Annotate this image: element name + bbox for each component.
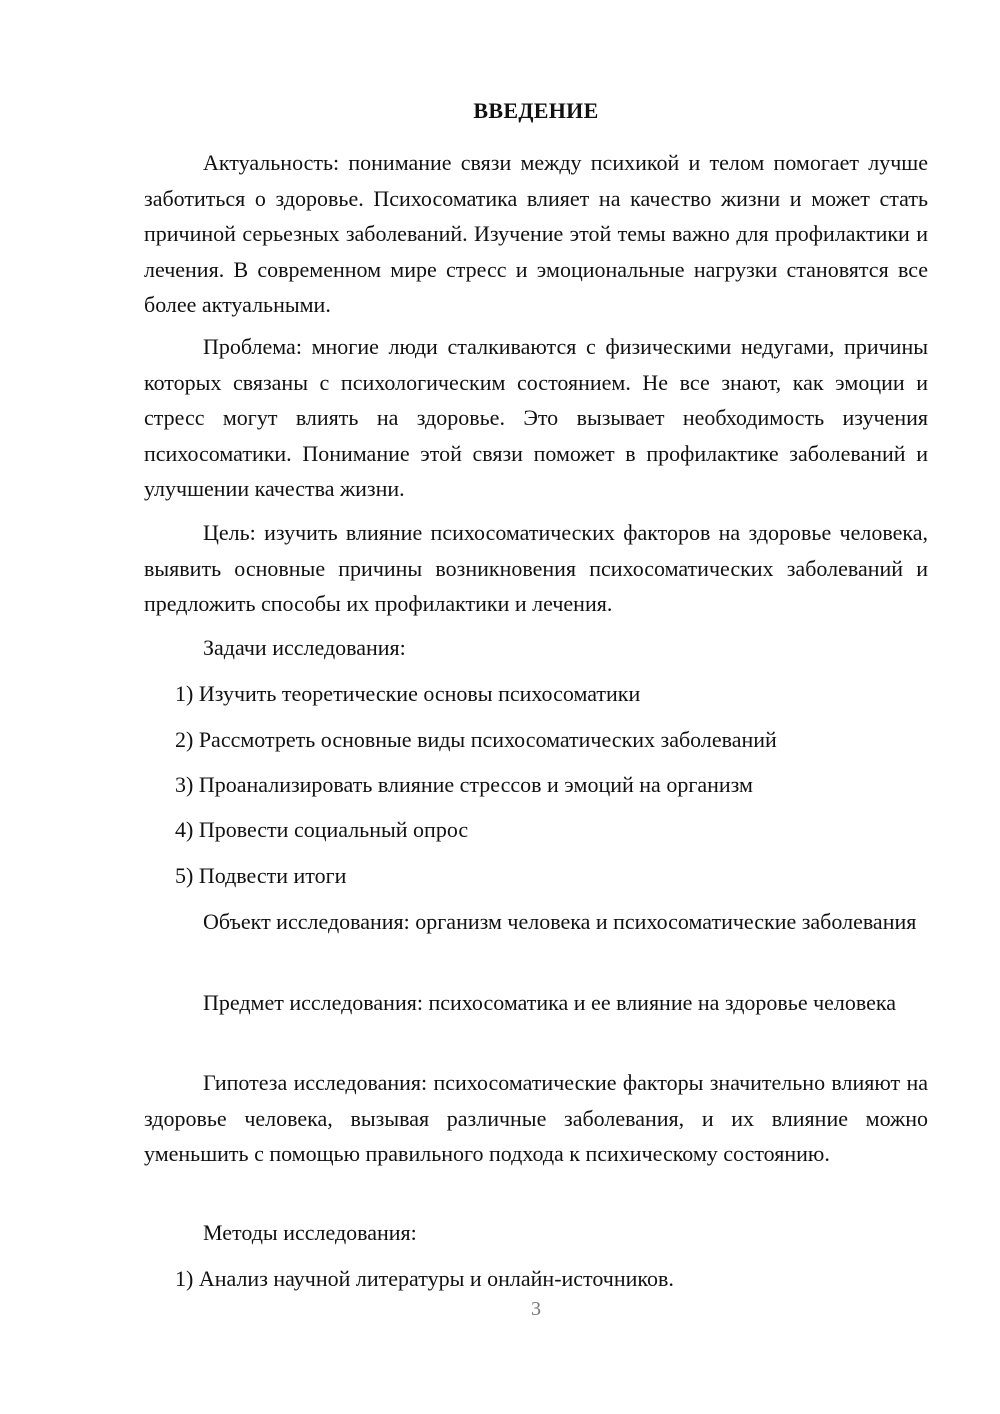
object-paragraph: Объект исследования: организм человека и психосоматические заболевания [203,909,917,934]
task-item-4: 4) Провести социальный опрос [175,817,469,842]
tasks-heading-block [144,630,928,666]
object-block [144,904,928,940]
task-item-5: 5) Подвести итоги [175,863,347,888]
task-item-1: 1) Изучить теоретические основы психосоматики [175,681,641,706]
task-4-block [144,812,928,848]
problem-paragraph: Проблема: многие люди сталкиваются с физическими недугами, причины которых связаны с психологическим состоянием. Не все знают, как эмоции и стресс могут влиять на здоровье. Это вызывает необходимость изучения психосоматики. Понимание этой связи поможет в профилактике заболеваний и улучшении качества жизни. [144,334,928,501]
problem-block [144,329,928,507]
task-5-block [144,858,928,894]
section-title: ВВЕДЕНИЕ [473,98,599,123]
goal-block [144,515,928,622]
methods-heading-block [144,1215,928,1251]
task-1-block [144,676,928,712]
task-2-block [144,722,928,758]
hypothesis-paragraph: Гипотеза исследования: психосоматические факторы значительно влияют на здоровье человека, вызывая различные заболевания, и их влияние можно уменьшить с помощью правильного подхода к психическому состоянию. [144,1070,928,1166]
task-3-block [144,767,928,803]
method-1-block [144,1261,928,1297]
relevance-paragraph: Актуальность: понимание связи между психикой и телом помогает лучше заботиться о здоровье. Психосоматика влияет на качество жизни и может стать причиной серьезных заболеваний. Изучение этой темы важно для профилактики и лечения. В современном мире стресс и эмоциональные нагрузки становятся все более актуальными. [144,150,928,317]
page-number: 3 [531,1298,541,1320]
subject-paragraph: Предмет исследования: психосоматика и ее влияние на здоровье человека [203,990,897,1015]
tasks-heading: Задачи исследования: [203,635,406,660]
hypothesis-block [144,1065,928,1172]
task-item-2: 2) Рассмотреть основные виды психосоматических заболеваний [175,727,777,752]
methods-heading: Методы исследования: [203,1220,417,1245]
goal-paragraph: Цель: изучить влияние психосоматических факторов на здоровье человека, выявить основные причины возникновения психосоматических заболеваний и предложить способы их профилактики и лечения. [144,520,928,616]
method-item-1: 1) Анализ научной литературы и онлайн-источников. [175,1266,674,1291]
relevance-block [144,145,928,323]
subject-block [144,985,928,1021]
task-item-3: 3) Проанализировать влияние стрессов и эмоций на организм [175,772,753,797]
